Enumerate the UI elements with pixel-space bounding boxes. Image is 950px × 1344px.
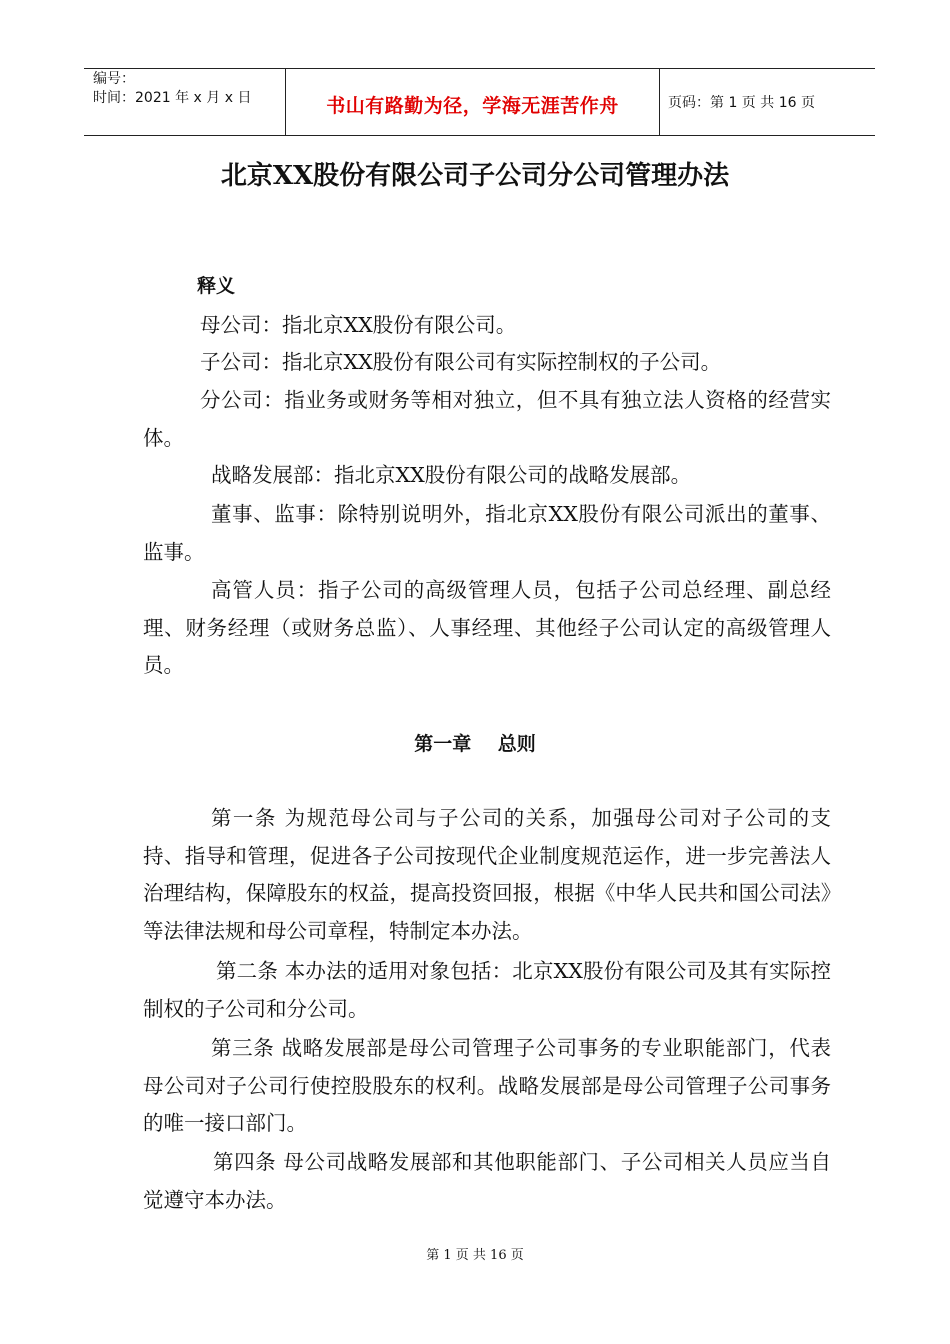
- document-number-label: 编号：: [93, 71, 135, 87]
- definition-item: 子公司：指北京XX股份有限公司有实际控制权的子公司。: [200, 350, 722, 374]
- article-paragraph: 第四条 母公司战略发展部和其他职能部门、子公司相关人员应当自觉遵守本办法。: [143, 1150, 831, 1212]
- chapter-heading: 第一章 总则: [414, 733, 536, 755]
- article-paragraph: 第一条 为规范母公司与子公司的关系，加强母公司对子公司的支持、指导和管理，促进各子公司按现代企业制度规范运作，进一步完善法人治理结构，保障股东的权益，提高投资回报，根据《中华人民共和国公司法》等法律法规和母公司章程，特制定本办法。: [143, 806, 831, 943]
- document-title: 北京XX股份有限公司子公司分公司管理办法: [220, 161, 730, 191]
- definition-item: 分公司：指业务或财务等相对独立，但不具有独立法人资格的经营实体。: [143, 388, 831, 450]
- definitions-heading: 释义: [197, 275, 236, 297]
- page-footer: 第 1 页 共 16 页: [426, 1248, 524, 1263]
- article-paragraph: 第三条 战略发展部是母公司管理子公司事务的专业职能部门，代表母公司对子公司行使控股股东的权利。战略发展部是母公司管理子公司事务的唯一接口部门。: [143, 1036, 831, 1135]
- definition-item: 母公司：指北京XX股份有限公司。: [200, 313, 517, 337]
- header-motto: 书山有路勤为径，学海无涯苦作舟: [326, 94, 619, 117]
- header-meta-cell: [84, 69, 286, 135]
- definition-item: 董事、监事：除特别说明外，指北京XX股份有限公司派出的董事、监事。: [143, 502, 831, 564]
- document-date-label: 时间：2021 年 x 月 x 日: [93, 90, 252, 106]
- definition-item: 战略发展部：指北京XX股份有限公司的战略发展部。: [211, 463, 692, 487]
- header-page-cell: [660, 69, 875, 135]
- document-header-table: [84, 68, 875, 136]
- header-motto-cell: [286, 69, 660, 135]
- definition-item: 高管人员：指子公司的高级管理人员，包括子公司总经理、副总经理、财务经理（或财务总监）、人事经理、其他经子公司认定的高级管理人员。: [143, 578, 831, 677]
- article-paragraph: 第二条 本办法的适用对象包括：北京XX股份有限公司及其有实际控制权的子公司和分公司。: [143, 959, 831, 1021]
- header-page-info: 页码：第 1 页 共 16 页: [668, 95, 815, 111]
